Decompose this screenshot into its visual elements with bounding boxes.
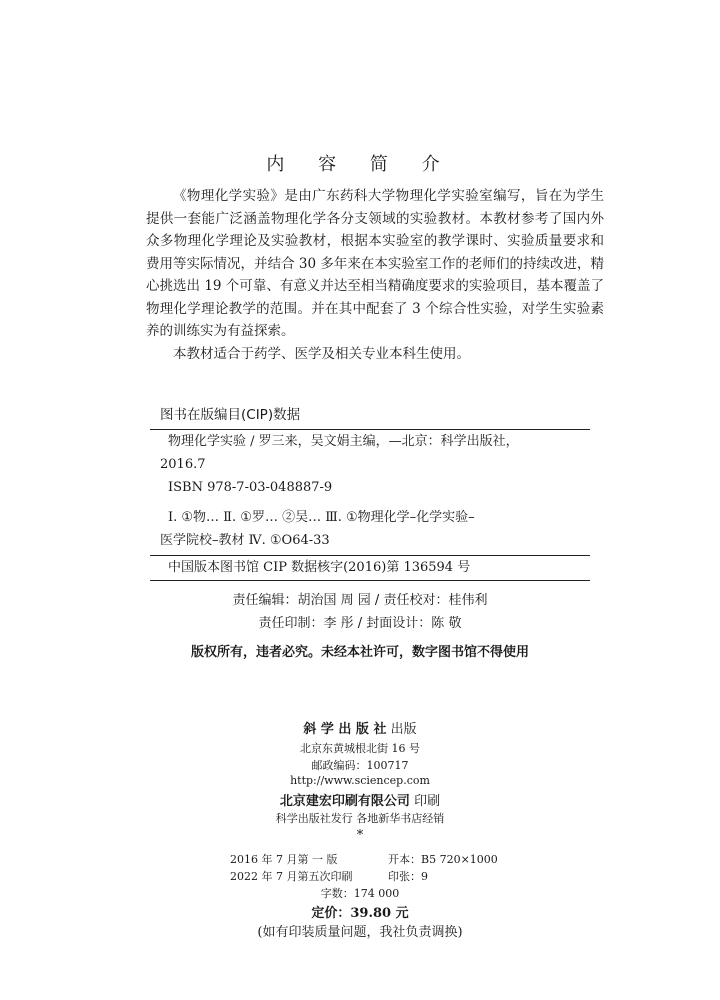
price: 定价：39.80 元 bbox=[311, 906, 409, 921]
print-credits: 责任印制：李 彤 / 封面设计：陈 敬 bbox=[258, 616, 462, 631]
publisher-address: 北京东黄城根北街 16 号 bbox=[300, 742, 420, 755]
distribution: 科学出版社发行 各地新华书店经销 bbox=[275, 812, 445, 825]
cip-classification-cont: 医学院校–教材 Ⅳ. ①O64-33 bbox=[160, 533, 330, 548]
cip-classification: Ⅰ. ①物… Ⅱ. ①罗… ②吴… Ⅲ. ①物理化学–化学实验– bbox=[168, 510, 475, 525]
print-sheets: 印张：9 bbox=[388, 870, 428, 883]
publisher-name: 斜 学 出 版 社 bbox=[303, 722, 387, 737]
first-edition: 2016 年 7 月第 一 版 bbox=[230, 853, 338, 866]
editor-credits: 责任编辑：胡治国 周 园 / 责任校对：桂伟利 bbox=[232, 593, 488, 608]
cip-isbn: ISBN 978-7-03-048887-9 bbox=[168, 480, 333, 495]
intro-section bbox=[146, 185, 604, 365]
cip-date-line: 2016.7 bbox=[160, 457, 206, 472]
publisher-suffix: 出版 bbox=[390, 722, 417, 737]
copyright-notice: 版权所有，违者必究。未经本社许可，数字图书馆不得使用 bbox=[190, 645, 529, 660]
publisher-line bbox=[0, 718, 720, 737]
printer-suffix: 印刷 bbox=[414, 794, 441, 809]
cip-middle-rule bbox=[150, 555, 590, 556]
intro-paragraph: 本教材适合于药学、医学及相关专业本科生使用。 bbox=[173, 345, 470, 362]
publisher-url: http://www.sciencep.com bbox=[290, 774, 430, 787]
printer-name: 北京建宏印刷有限公司 bbox=[279, 794, 410, 809]
cip-bottom-rule bbox=[150, 580, 590, 581]
cip-library-number: 中国版本图书馆 CIP 数据核字(2016)第 136594 号 bbox=[168, 560, 471, 575]
separator-star: * bbox=[356, 828, 364, 843]
publisher-postcode: 邮政编码：100717 bbox=[311, 759, 409, 772]
cip-top-rule bbox=[150, 429, 590, 430]
intro-paragraph: 《物理化学实验》是由广东药科大学物理化学实验室编写，旨在为学生提供一套能广泛涵盖物理化学各分支领域的实验教材。本教材参考了国内外众多物理化学理论及实验教材，根据本实验室的教学课时、实验质量要求和费用等实际情况，并结合 30 多年来在本实验室工作的老师们的持续改进，精心挑选出 19 个可靠、有意义并达至相当精确度要求的实验项目，基本覆盖了物理化学理论教学的范围。并在其中配套了 3 个综合性实验，对学生实验素养的训练实为有益探索。 bbox=[146, 188, 604, 339]
word-count: 字数：174 000 bbox=[320, 887, 400, 900]
cip-heading: 图书在版编目(CIP)数据 bbox=[160, 407, 301, 423]
page-title: 内 容 简 介 bbox=[266, 154, 454, 175]
quality-note: (如有印装质量问题，我社负责调换) bbox=[257, 925, 463, 940]
reprint: 2022 年 7 月第五次印刷 bbox=[230, 870, 353, 883]
book-format: 开本：B5 720×1000 bbox=[388, 853, 498, 866]
cip-title-line: 物理化学实验 / 罗三来，吴文娟主编，—北京：科学出版社， bbox=[168, 434, 519, 449]
printer-line bbox=[0, 790, 720, 809]
